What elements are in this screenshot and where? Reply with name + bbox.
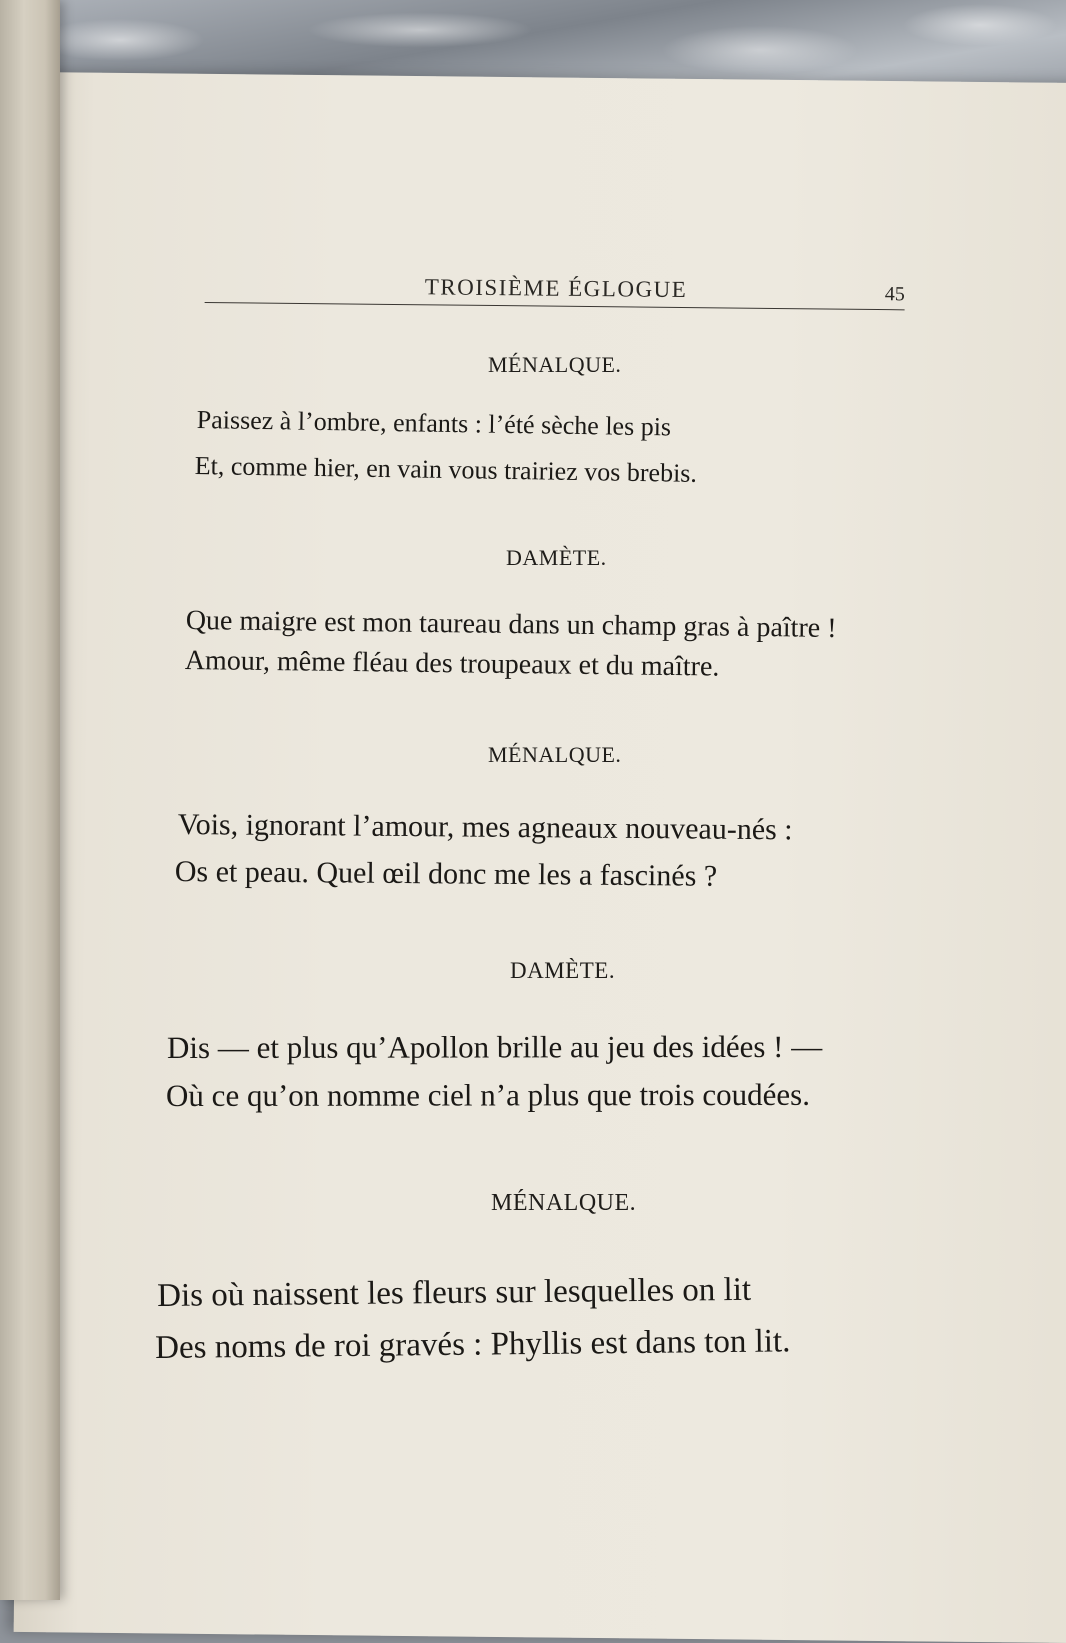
speaker-label: MÉNALQUE. <box>488 352 622 377</box>
verse-line: Paissez à l’ombre, enfants : l’été sèche les pis <box>196 405 672 442</box>
speaker-label: DAMÈTE. <box>506 545 607 570</box>
verse-line: Dis où naissent les fleurs sur lesquelles on lit <box>157 1271 752 1314</box>
page-number: 45 <box>884 283 905 306</box>
verse-line: Où ce qu’on nomme ciel n’a plus que trois coudées. <box>166 1076 810 1113</box>
verse-line: Des noms de roi gravés : Phyllis est dans ton lit. <box>155 1323 791 1366</box>
verse-line: Dis — et plus qu’Apollon brille au jeu des idées ! — <box>167 1028 823 1065</box>
speaker-label: MÉNALQUE. <box>488 742 622 767</box>
verse-line: Que maigre est mon taureau dans un champ gras à paître ! <box>185 605 837 644</box>
header-rule <box>205 302 905 310</box>
verse-line: Vois, ignorant l’amour, mes agneaux nouveau-nés : <box>177 808 793 847</box>
verse-line: Et, comme hier, en vain vous trairiez vos brebis. <box>194 451 698 488</box>
running-head <box>205 268 905 317</box>
running-title: TROISIÈME ÉGLOGUE <box>424 274 688 303</box>
speaker-label: DAMÈTE. <box>510 958 616 983</box>
speaker-label: MÉNALQUE. <box>491 1190 637 1216</box>
verse-line: Os et peau. Quel œil donc me les a fascinés ? <box>174 855 718 893</box>
verse-line: Amour, même fléau des troupeaux et du maître. <box>184 645 720 683</box>
